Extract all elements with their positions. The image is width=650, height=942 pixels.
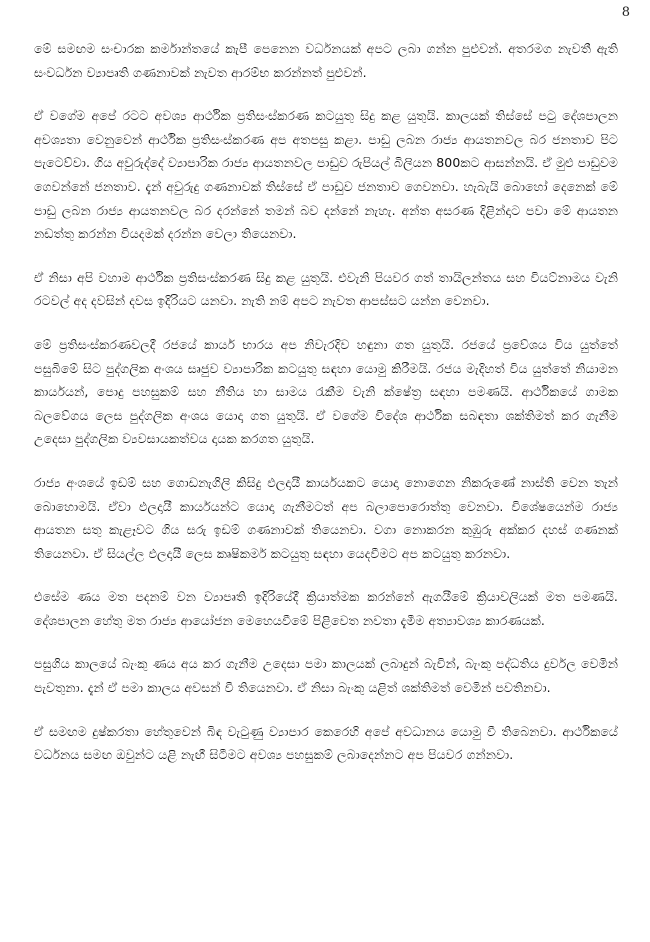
document-body — [34, 37, 618, 767]
paragraph: පසුගිය කාලයේ බැංකු ණය අය කර ගැනීම උදෙසා පමා කාලයක් ලබාදුන් බැවින්, බැංකු පද්ධතිය දුර්වල වෙමින් පැවතුනා. දැන් ඒ පමා කාලය අවසන් වී තියෙනවා. ඒ නිසා බැංකු යළිත් ශක්තිමත් වෙමින් පවතිනවා. — [34, 656, 618, 696]
paragraph: ඒ වගේම අපේ රටට අවශ්‍ය ආර්ථික ප්‍රතිසංස්කරණ කටයුතු සිදු කළ යුතුයි. කාලයක් තිස්සේ පටු දේශපාලන අවශ්‍යතා වෙනුවෙන් ආර්ථික ප්‍රතිසංස්කරණ අප අතපසු කළා. පාඩු ලබන රාජ්‍ය ආයතනවල බර ජනතාව පිට පැටෙව්වා. ගිය අවුරුද්දේ ව්‍යාපාරික රාජ්‍ය ආයතනවල පාඩුව රුපියල් බිලියන 800කට ආසන්නයි. ඒ මුළු පාඩුවම ගෙවන්නේ ජනතාව. දැන් අවුරුදු ගණනාවක් තිස්සේ ඒ පාඩුව ජනතාව ගෙවනවා. හැබැයි බොහෝ දෙනෙක් මේ පාඩු ලබන රාජ්‍ය ආයතනවල බර දරන්නේ තමන් බව දන්නේ නැහැ. අන්ත අසරණ දිළින්දාට පවා මේ ආයතන නඩත්තු කරන්න වියදමක් දරන්න වෙලා තියෙනවා. — [34, 108, 618, 242]
paragraph: මේ ප්‍රතිසංස්කරණවලදී රජයේ කාර්ය භාරය අප නිවැරදිව හඳුනා ගත යුතුයි. රජයේ ප්‍රවේශය විය යුත්තේ පසුබිමේ සිට පුද්ගලික අංශය සෘජුව ව්‍යාපාරික කටයුතු සඳහා යොමු කිරීමයි. රජය මැදිහත් විය යුත්තේ නියාමන කාර්යයන්, පොදු පහසුකම් සහ නීතිය හා සාමය රැකීම වැනි ක්ෂේත්‍ර සඳහා පමණයි. ආර්ථිකයේ ගාමක බලවේගය ලෙස පුද්ගලික අංශය යොදා ගත යුතුයි. ඒ වගේම විදේශ ආර්ථික සබඳතා ශක්තිමත් කර ගැනීම උදෙසා පුද්ගලික ව්‍යවසායකත්වය දායක කරගත යුතුයි. — [34, 336, 618, 447]
paragraph: මේ සමඟම සංචාරක කර්මාන්තයේ කැපී පෙනෙන වර්ධනයක් අපට ලබා ගන්න පුළුවන්. අතරමග නැවතී ඇති සංවර්ධන ව්‍යාපෘති ගණනාවක් නැවත ආරම්භ කරන්නත් පුළුවන්. — [34, 41, 618, 80]
paragraph: රාජ්‍ය අංශයේ ඉඩම් සහ ගොඩනැගිලි කිසිදු ඵලදායී කාර්යයකට යොදා නොගෙන නිකරුණේ නාස්ති වෙන තැන් බොහොමයි. ඒවා ඵලදායී කාර්යයන්ට යොදා ගැනීමටත් අප බලාපොරොත්තු වෙනවා. විශේෂයෙන්ම රාජ්‍ය ආයතන සතු කැළෑවට ගිය සරු ඉඩම් ගණනාවක් තියෙනවා. වගා නොකරන කුඹුරු අක්කර දහස් ගණනක් තියෙනවා. ඒ සියල්ල ඵලදායී ලෙස කෘෂිකර්ම කටයුතු සඳහා යෙදවීමට අප කටයුතු කරනවා. — [34, 474, 618, 561]
page-number: 8 — [621, 5, 630, 20]
paragraph: ඒ නිසා අපි වහාම ආර්ථික ප්‍රතිසංස්කරණ සිදු කළ යුතුයි. එවැනි පියවර ගත් තායිලන්තය සහ වියට්නාමය වැනි රටවල් අද දවසින් දවස ඉදිරියට යනවා. නැති නම් අපට නැවත ආපස්සට යන්න වෙනවා. — [34, 269, 618, 309]
paragraph: එසේම ණය මත පදනම් වන ව්‍යාපෘති ඉදිරියේදී ක්‍රියාත්මක කරන්නේ ඇගයීමේ ක්‍රියාවලියක් මත පමණයි. දේශපාලන හේතු මත රාජ්‍ය ආයෝජන මෙහෙයවීමේ පිළිවෙත නවතා දැමීම අත්‍යාවශ්‍ය කාරණයක්. — [34, 589, 618, 628]
paragraph: ඒ සමඟම දුෂ්කරතා හේතුවෙන් බිඳ වැටුණු ව්‍යාපාර කෙරෙහි අපේ අවධානය යොමු වී තිබෙනවා. ආර්ථිකයේ වර්ධනය සමඟ ඔවුන්ට යළි නැඟී සිටීමට අවශ්‍ය පහසුකම් ලබාදෙන්නට අප පියවර ගන්නවා. — [34, 723, 618, 763]
